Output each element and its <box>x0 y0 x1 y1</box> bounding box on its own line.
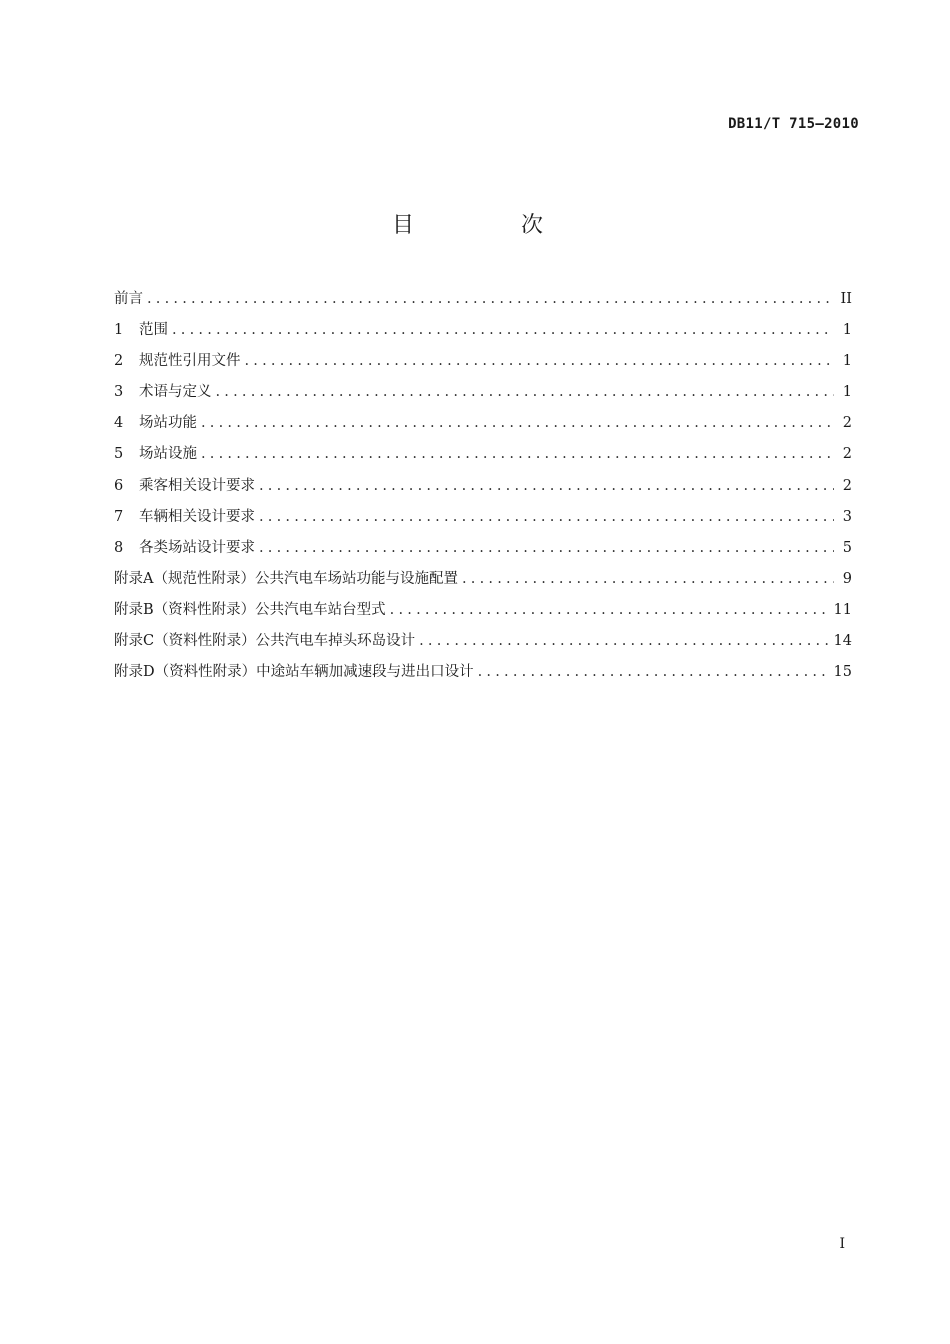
page-number: I <box>839 1236 845 1252</box>
toc-entry-label: 范围 <box>139 322 168 339</box>
toc-entry-page: II <box>840 291 852 307</box>
toc-entry[interactable] <box>114 657 852 688</box>
toc-entry-label: 各类场站设计要求 <box>139 539 255 556</box>
toc-entry[interactable] <box>114 377 852 408</box>
toc-entry[interactable] <box>114 533 852 564</box>
toc-entry-label: 场站设施 <box>139 446 197 463</box>
toc-entry[interactable] <box>114 315 852 346</box>
toc-entry-number: 4 <box>114 415 124 432</box>
toc-entry-label: 附录B（资料性附录）公共汽电车站台型式 <box>114 601 386 618</box>
toc-entry-number: 8 <box>114 539 124 556</box>
toc-entry-page: 15 <box>833 664 852 681</box>
toc-leader-dots <box>390 595 828 626</box>
toc-entry-number: 7 <box>114 508 124 525</box>
toc-entry-number: 6 <box>114 477 124 494</box>
toc-entry-page: 1 <box>842 322 852 339</box>
toc-entry-label: 场站功能 <box>139 415 197 432</box>
document-code: DB11/T 715—2010 <box>728 116 859 132</box>
toc-leader-dots <box>201 439 834 470</box>
toc-entry-label: 附录A（规范性附录）公共汽电车场站功能与设施配置 <box>114 570 458 587</box>
toc-leader-dots <box>419 626 827 657</box>
toc-leader-dots <box>216 377 835 408</box>
toc-entry-page: 1 <box>842 384 852 401</box>
toc-entry-label: 乘客相关设计要求 <box>139 477 255 494</box>
toc-entry-page: 5 <box>842 539 852 556</box>
toc-entry[interactable] <box>114 471 852 502</box>
toc-entry[interactable] <box>114 626 852 657</box>
toc-entry-label: 附录C（资料性附录）公共汽电车掉头环岛设计 <box>114 633 416 650</box>
toc-leader-dots <box>259 502 834 533</box>
toc-entry-page: 14 <box>833 633 852 650</box>
toc-entry[interactable] <box>114 346 852 377</box>
toc-leader-dots <box>478 657 828 688</box>
toc-entry-number: 5 <box>114 446 124 463</box>
toc-entry-page: 3 <box>842 508 852 525</box>
toc-leader-dots <box>172 315 834 346</box>
toc-entry[interactable] <box>114 284 852 315</box>
toc-leader-dots <box>259 471 834 502</box>
toc-leader-dots <box>259 533 834 564</box>
toc-entry-label: 附录D（资料性附录）中途站车辆加减速段与进出口设计 <box>114 664 474 681</box>
toc-leader-dots <box>147 284 834 315</box>
toc-entry[interactable] <box>114 439 852 470</box>
toc-leader-dots <box>462 564 834 595</box>
toc-entry-label: 车辆相关设计要求 <box>139 508 255 525</box>
toc-entry-label: 规范性引用文件 <box>139 353 241 370</box>
toc-entry-page: 1 <box>842 353 852 370</box>
toc-entry-page: 9 <box>842 570 852 587</box>
toc-entry-number: 2 <box>114 353 124 370</box>
page-title: 目 次 <box>392 213 593 238</box>
toc-entry-page: 11 <box>833 601 852 618</box>
toc-entry-number: 3 <box>114 384 124 401</box>
toc-entry[interactable] <box>114 408 852 439</box>
toc-entry-page: 2 <box>842 477 852 494</box>
toc-entry-label: 术语与定义 <box>139 384 212 401</box>
toc-entry[interactable] <box>114 595 852 626</box>
toc-entry-label: 前言 <box>114 291 143 307</box>
toc-leader-dots <box>201 408 834 439</box>
table-of-contents <box>114 284 852 688</box>
toc-entry[interactable] <box>114 502 852 533</box>
toc-entry-page: 2 <box>842 446 852 463</box>
toc-leader-dots <box>245 346 835 377</box>
toc-entry-number: 1 <box>114 322 124 339</box>
toc-entry[interactable] <box>114 564 852 595</box>
toc-entry-page: 2 <box>842 415 852 432</box>
